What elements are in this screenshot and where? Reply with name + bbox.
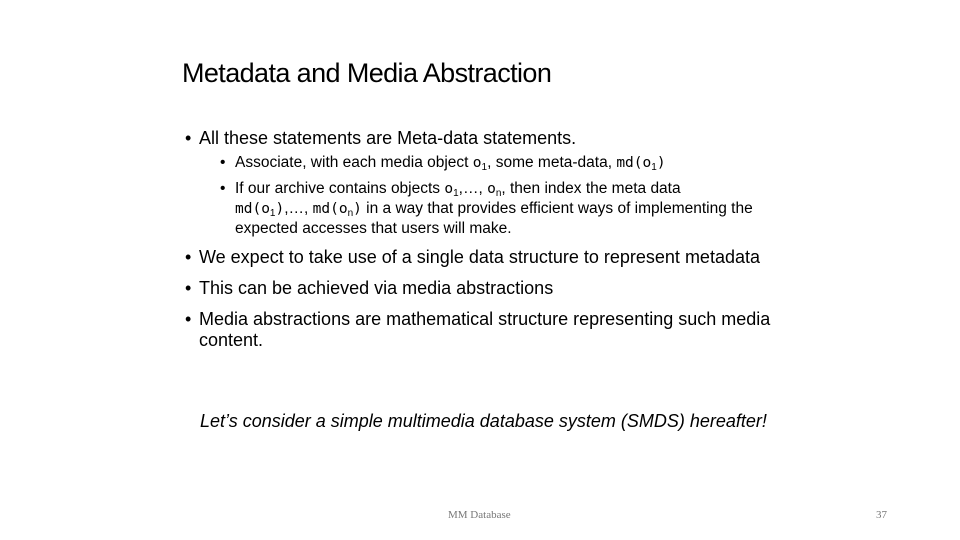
bullet-dot: • — [185, 247, 192, 267]
bullet-text: This can be achieved via media abstractions — [199, 278, 554, 298]
bullet-text: We expect to take use of a single data structure to represent metadata — [199, 247, 760, 267]
italic-note: Let’s consider a simple multimedia database system (SMDS) hereafter! — [200, 411, 767, 431]
bullet-dot: • — [220, 154, 226, 171]
page-number: 37 — [876, 509, 887, 521]
bullet-dot: • — [185, 128, 192, 148]
bullet-mathematical-structure — [182, 309, 802, 351]
footer-text: MM Database — [448, 509, 511, 521]
bullet-text: All these statements are Meta-data statements. — [199, 128, 577, 148]
bullet-meta-data-statements — [182, 128, 802, 149]
slide-body — [182, 128, 802, 351]
sub-bullet-archive-index: • If our archive contains objects $o_1,\dots$, $o_n$, then index the meta data $md(o_1),\dots$, $md(o_n)$ in a way that provides efficient ways of implementing the expected accesses that users will make. — [220, 180, 753, 237]
sub-bullet-associate: • Associate, with each media object $o_1$, some meta-data, $md(o_1)$ — [220, 154, 666, 173]
bullet-single-data-structure — [182, 247, 802, 268]
bullet-media-abstractions — [182, 278, 802, 299]
bullet-dot: • — [220, 180, 226, 197]
slide-title: Metadata and Media Abstraction — [182, 58, 552, 88]
bullet-dot: • — [185, 278, 192, 298]
bullet-text: Media abstractions are mathematical structure representing such media content. — [199, 309, 771, 350]
bullet-dot: • — [185, 309, 192, 329]
